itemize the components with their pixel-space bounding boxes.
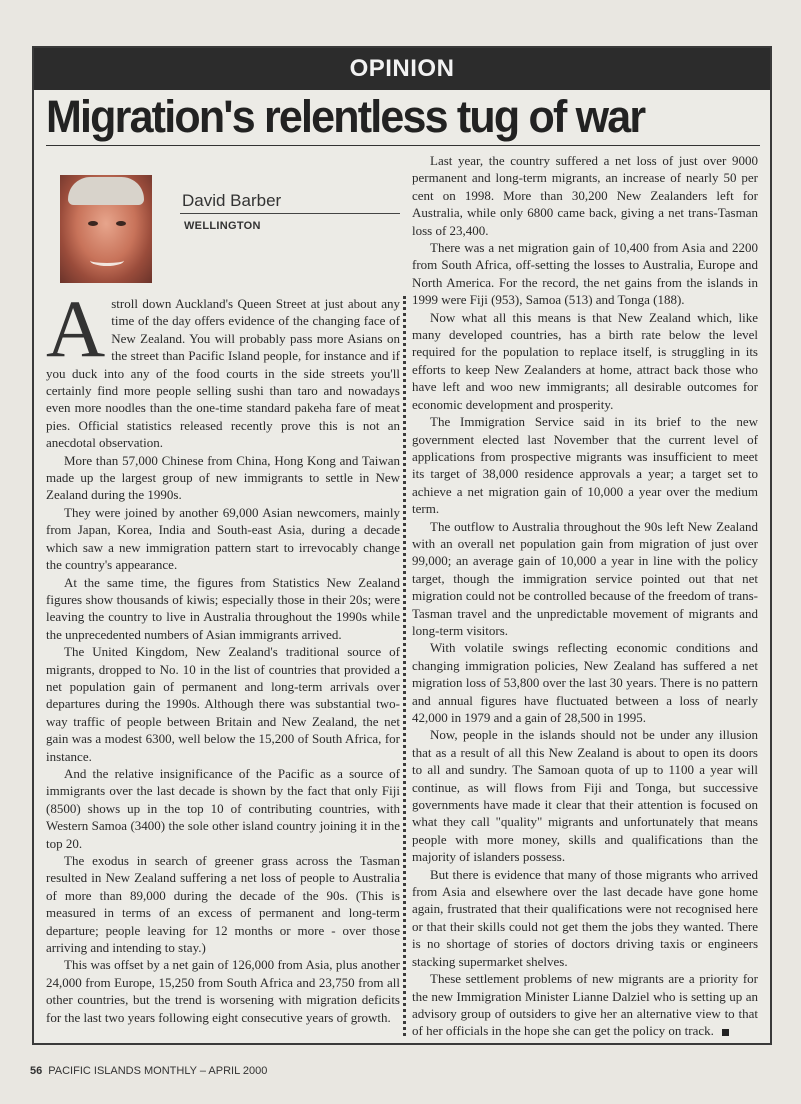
paragraph: The exodus in search of greener grass across the Tasman resulted in New Zealand suffering a net loss of people to Australia of more than 89,000 during the decade of the 90s. (This is measured in terms of an excess of permanent and long-term departure; people leaving for 12 months or more - over those arriving and intending to stay.)	[46, 853, 400, 956]
headline: Migration's relentless tug of war	[46, 92, 645, 143]
paragraph: With volatile swings reflecting economic conditions and changing immigration policies, New Zealand has suffered a net migration loss of 53,800 over the last 30 years. There is no pattern and annual figures have fluctuated between a loss of nearly 42,000 in 1979 and a gain of 28,500 in 1995.	[412, 640, 758, 725]
paragraph: Now, people in the islands should not be under any illusion that as a result of all this New Zealand is about to open its doors to all and sundry. The Samoan quota of up to 1100 a year will continue, as will flows from Fiji and Tonga, but successive governments have made it clear that their attention is focused on what they call "quality" migrants and unfortunately that means people with more money, skills and qualifications than the majority of islanders possess.	[412, 727, 758, 865]
paragraph: Astroll down Auckland's Queen Street at just about any time of the day offers evidence of the changing face of New Zealand. You will probably pass more Asians on the street than Pacific Island people, for instance and if you duck into any of the food courts in the side streets you'll certainly find more people selling sushi than taro and nowadays even more noodles than the one-time standard pakeha fare of meat pies. Official statistics released recently prove this is not an anecdotal observation.	[46, 283, 400, 451]
article-column-left	[46, 283, 400, 1026]
paragraph: And the relative insignificance of the Pacific as a source of immigrants over the last decade is shown by the fact that only Fiji (8500) shows up in the top 10 of contributing countries, with Western Samoa (3400) the sole other island country joining it in the top 20.	[46, 765, 400, 851]
paragraph: At the same time, the figures from Statistics New Zealand figures show thousands of kiwis; especially those in their 20s; were leaving the country to live in Australia throughout the 1990s while the unprecedented numbers of Asian immigrants arrived.	[46, 574, 400, 642]
paragraph: The outflow to Australia throughout the 90s left New Zealand with an overall net population gain from migration of just over 99,000; an average gain of 10,000 a year in line with the policy target, though the immigration service pointed out that net migration could not be controlled because of the freedom of trans-Tasman travel and the unpredictable movement of migrants and long-term visitors.	[412, 518, 758, 638]
byline-divider	[180, 213, 400, 214]
paragraph: Now what all this means is that New Zealand which, like many developed countries, has a birth rate below the level required for the population to replace itself, is struggling in its efforts to keep New Zealanders at home, attract back those who have left and woo new immigrants; all desirable outcomes for economic development and prosperity.	[412, 309, 758, 412]
article-frame	[32, 46, 772, 1045]
paragraph: But there is evidence that many of those migrants who arrived from Asia and elsewhere over the last decade have gone home again, frustrated that their qualifications were not recognised here or that their skills could not get them the jobs they wanted. There is no shortage of stories of doctors driving taxis or engineers stacking supermarket shelves.	[412, 866, 758, 969]
headline-divider	[46, 145, 760, 146]
author-name: David Barber	[182, 191, 282, 210]
page-footer	[30, 1065, 267, 1077]
paragraph: The Immigration Service said in its brief to the new government elected last November that the current level of applications from prospective migrants was insufficient to meet its target of 38,000 residence approvals a year; a target set to achieve a net migration gain of 10,000 a year over the medium term.	[412, 414, 758, 517]
end-of-article-mark	[722, 1029, 729, 1036]
paragraph: Last year, the country suffered a net loss of just over 9000 permanent and long-term migrants, an increase of nearly 50 per cent on 1998. More than 30,200 New Zealanders left for Australia, while only 6800 came back, giving a net trans-Tasman loss of 23,400.	[412, 153, 758, 238]
drop-cap: A	[46, 283, 106, 374]
section-label: OPINION	[34, 48, 770, 90]
paragraph: They were joined by another 69,000 Asian newcomers, mainly from Japan, Korea, India and South-east Asia, during a decade which saw a new immigration pattern start to irrevocably change the country's appearance.	[46, 504, 400, 573]
column-divider	[403, 296, 406, 1036]
paragraph: These settlement problems of new migrants are a priority for the new Immigration Minister Lianne Dalziel who is setting up an advisory group of outsiders to give her an alternative view to that of her officials in the hope she can get the policy on track.	[412, 971, 758, 1039]
publication-line: PACIFIC ISLANDS MONTHLY – APRIL 2000	[48, 1065, 268, 1077]
paragraph: More than 57,000 Chinese from China, Hong Kong and Taiwan made up the largest group of new immigrants to settle in New Zealand during the 1990s.	[46, 452, 400, 503]
article-column-right	[412, 152, 758, 1040]
author-photo	[60, 175, 152, 283]
page-number: 56	[30, 1065, 43, 1077]
paragraph: There was a net migration gain of 10,400 from Asia and 2200 from South Africa, off-setting the losses to Australia, Europe and North America. For the record, the net gains from the islands in 1999 were Fiji (953), Samoa (513) and Tonga (188).	[412, 240, 758, 308]
dateline-location: WELLINGTON	[184, 220, 261, 232]
paragraph: The United Kingdom, New Zealand's traditional source of migrants, dropped to No. 10 in the list of countries that provided a net population gain of permanent and long-term arrivals over departures during the 1990s. Although there was substantial two-way traffic of people between Britain and New Zealand, the net gain was a modest 6300, well below the 15,200 of South Africa, for instance.	[46, 644, 400, 764]
paragraph: This was offset by a net gain of 126,000 from Asia, plus another 24,000 from Europe, 15,250 from South Africa and 23,750 from all other countries, but the trend is worsening with migration deficits for the last two years following eight consecutive years of growth.	[46, 957, 400, 1025]
